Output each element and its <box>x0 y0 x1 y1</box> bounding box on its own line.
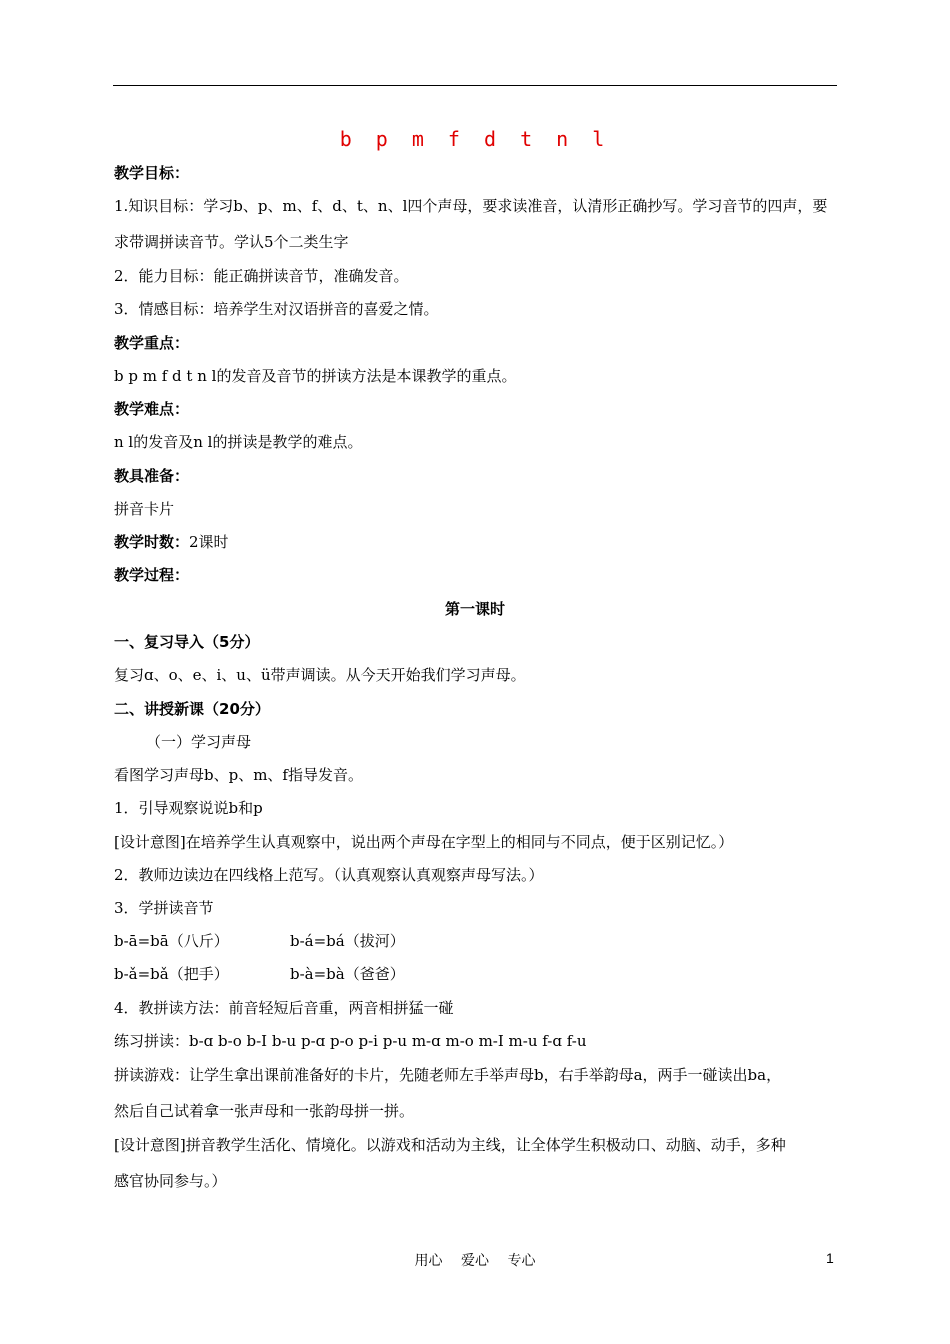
item-3: 3．学拼读音节 <box>114 899 214 917</box>
header-rule <box>113 85 837 86</box>
step-1-heading: 一、复习导入（5分） <box>114 633 260 651</box>
difficulty-heading: 教学难点： <box>114 400 190 418</box>
look-text: 看图学习声母b、p、m、f指导发音。 <box>114 766 363 784</box>
item-2: 2．教师边读边在四线格上范写。（认真观察认真观察声母写法。） <box>114 866 544 884</box>
hours-heading: 教学时数： <box>114 533 190 551</box>
design-note-1: [设计意图]在培养学生认真观察中，说出两个声母在字型上的相同与不同点，便于区别记忆。） <box>114 833 734 851</box>
item-1: 1．引导观察说说b和p <box>114 799 263 817</box>
goal-1-cont: 求带调拼读音节。学认5个二类生字 <box>114 233 349 251</box>
key-text: b p m f d t n l的发音及音节的拼读方法是本课教学的重点。 <box>114 367 517 385</box>
tools-heading: 教具准备： <box>114 467 190 485</box>
example-2a: b-ǎ=bǎ（把手） <box>114 965 229 983</box>
goal-heading: 教学目标： <box>114 164 190 182</box>
design-note-2-cont: 感官协同参与。） <box>114 1172 227 1190</box>
key-heading: 教学重点： <box>114 334 190 352</box>
design-note-2: [设计意图]拼音教学生活化、情境化。以游戏和活动为主线，让全体学生积极动口、动脑、动手，多种 <box>114 1136 786 1154</box>
item-4: 4．教拼读方法：前音轻短后音重，两音相拼猛一碰 <box>114 999 454 1017</box>
difficulty-text: n l的发音及n l的拼读是教学的难点。 <box>114 433 363 451</box>
tools-text: 拼音卡片 <box>114 500 175 518</box>
page-footer: 用心 爱心 专心 <box>414 1253 536 1269</box>
sub-section-1: （一）学习声母 <box>146 733 252 751</box>
goal-1: 1.知识目标：学习b、p、m、f、d、t、n、l四个声母，要求读准音，认清形正确抄写。学习音节的四声，要 <box>114 197 828 215</box>
example-1b: b-á=bá（拔河） <box>290 932 405 950</box>
step-1-text: 复习ɑ、o、e、i、u、ü带声调读。从今天开始我们学习声母。 <box>114 666 526 684</box>
goal-2: 2．能力目标：能正确拼读音节，准确发音。 <box>114 267 409 285</box>
practice-text: 练习拼读：b-ɑ b-o b-I b-u p-ɑ p-o p-i p-u m-ɑ m-o m-I m-u f-ɑ f-u <box>114 1032 587 1050</box>
example-row-1 <box>114 931 842 951</box>
hours-line <box>114 532 842 552</box>
game-text: 拼读游戏：让学生拿出课前准备好的卡片，先随老师左手举声母b，右手举韵母a，两手一碰读出ba， <box>114 1066 782 1084</box>
goal-3: 3．情感目标：培养学生对汉语拼音的喜爱之情。 <box>114 300 439 318</box>
page-number: 1 <box>826 1250 834 1266</box>
hours-text: 2课时 <box>189 533 229 551</box>
example-2b: b-à=bà（爸爸） <box>290 965 405 983</box>
game-text-cont: 然后自己试着拿一张声母和一张韵母拼一拼。 <box>114 1102 415 1120</box>
page-title: b p m f d t n l <box>339 127 611 151</box>
process-heading: 教学过程： <box>114 566 190 584</box>
example-1a: b-ā=bā（八斤） <box>114 932 229 950</box>
step-2-heading: 二、讲授新课（20分） <box>114 700 270 718</box>
example-row-2 <box>114 964 842 984</box>
lesson-1-heading: 第一课时 <box>444 600 505 618</box>
